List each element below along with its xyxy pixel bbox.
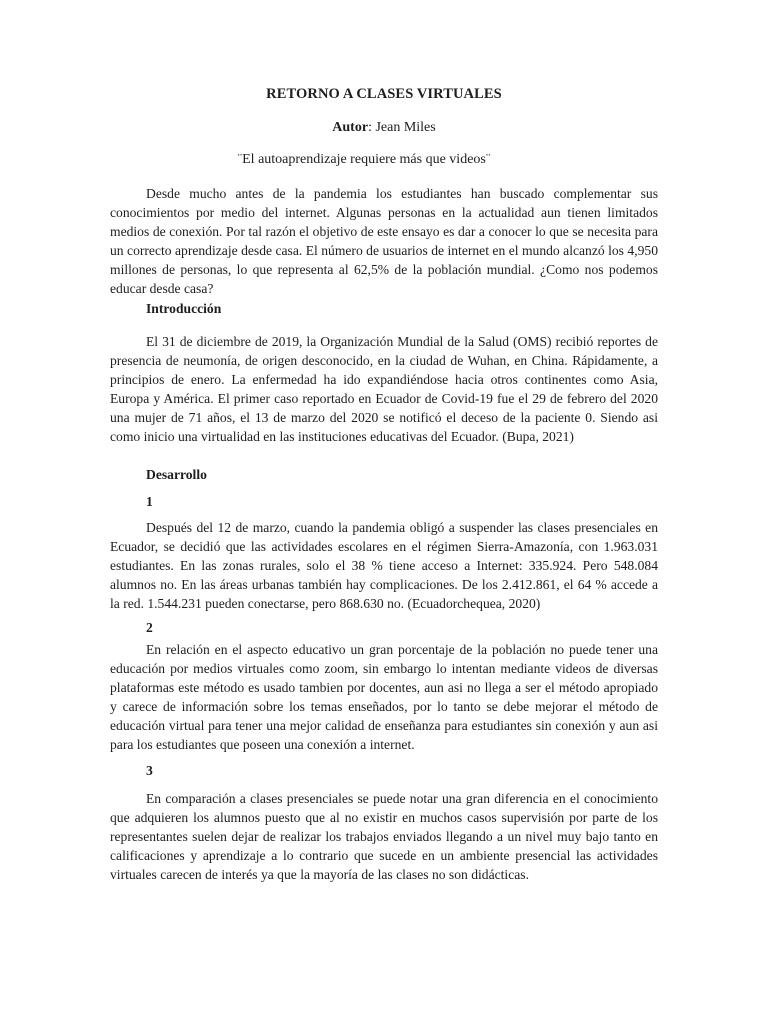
- section-paragraph-introduccion: El 31 de diciembre de 2019, la Organización Mundial de la Salud (OMS) recibió reportes de presencia de neumonía, de origen desconocido, en la ciudad de Wuhan, en China. Rápidamente, a principios de enero. La enfermedad ha ido expandiéndose hacia otros continentes como Asia, Europa y América. El primer caso reportado en Ecuador de Covid-19 fue el 29 de febrero del 2020 una mujer de 71 años, el 13 de marzo del 2020 se notificó el deceso de la paciente 0. Siendo asi como inicio una virtualidad en las instituciones educativas del Ecuador. (Bupa, 2021): [110, 334, 658, 445]
- section-heading-3: 3: [146, 763, 153, 778]
- section-paragraph-1: Después del 12 de marzo, cuando la pandemia obligó a suspender las clases presenciales en Ecuador, se decidió que las actividades escolares en el régimen Sierra-Amazonía, con 1.963.031 estudiantes. En las zonas rurales, solo el 38 % tiene acceso a Internet: 335.924. Pero 548.084 alumnos no. En las áreas urbanas también hay complicaciones. De los 2.412.861, el 64 % accede a la red. 1.544.231 pueden conectarse, pero 868.630 no. (Ecuadorchequea, 2020): [110, 520, 658, 612]
- document-title: RETORNO A CLASES VIRTUALES: [266, 86, 502, 102]
- section-paragraph-2: En relación en el aspecto educativo un gran porcentaje de la población no puede tener una educación por medios virtuales como zoom, sin embargo lo intentan mediante videos de diversas plataformas este método es usado tambien por docentes, aun asi no llega a ser el método apropiado y carece de información sobre los temas enseñados, por lo tanto se debe mejorar el método de educación virtual para tener una mejor calidad de enseñanza para estudiantes sin conexión y aun asi para los estudiantes que poseen una conexión a internet.: [110, 642, 658, 753]
- section-heading-1: 1: [146, 494, 153, 509]
- intro-paragraph: Desde mucho antes de la pandemia los estudiantes han buscado complementar sus conocimientos por medio del internet. Algunas personas en la actualidad aun tienen limitados medios de conexión. Por tal razón el objetivo de este ensayo es dar a conocer lo que se necesita para un correcto aprendizaje desde casa. El número de usuarios de internet en el mundo alcanzó los 4,950 millones de personas, lo que representa al 62,5% de la población mundial. ¿Como nos podemos educar desde casa?: [110, 186, 658, 297]
- author-name: : Jean Miles: [368, 120, 436, 135]
- section-heading-2: 2: [146, 620, 153, 635]
- author-label: Autor: [332, 120, 369, 135]
- author-line: [0, 120, 768, 136]
- epigraph-quote: ¨El autoaprendizaje requiere más que videos¨: [237, 152, 491, 167]
- section-heading-desarrollo: Desarrollo: [146, 467, 207, 482]
- section-paragraph-3: En comparación a clases presenciales se puede notar una gran diferencia en el conocimiento que adquieren los alumnos puesto que al no existir en muchos casos supervisión por parte de los representantes suelen dejar de realizar los trabajos enviados llegando a un nivel muy bajo tanto en calificaciones y aprendizaje a lo contrario que sucede en un ambiente presencial las actividades virtuales carecen de interés ya que la mayoría de las clases no son didácticas.: [110, 791, 658, 883]
- section-heading-introduccion: Introducción: [146, 301, 222, 316]
